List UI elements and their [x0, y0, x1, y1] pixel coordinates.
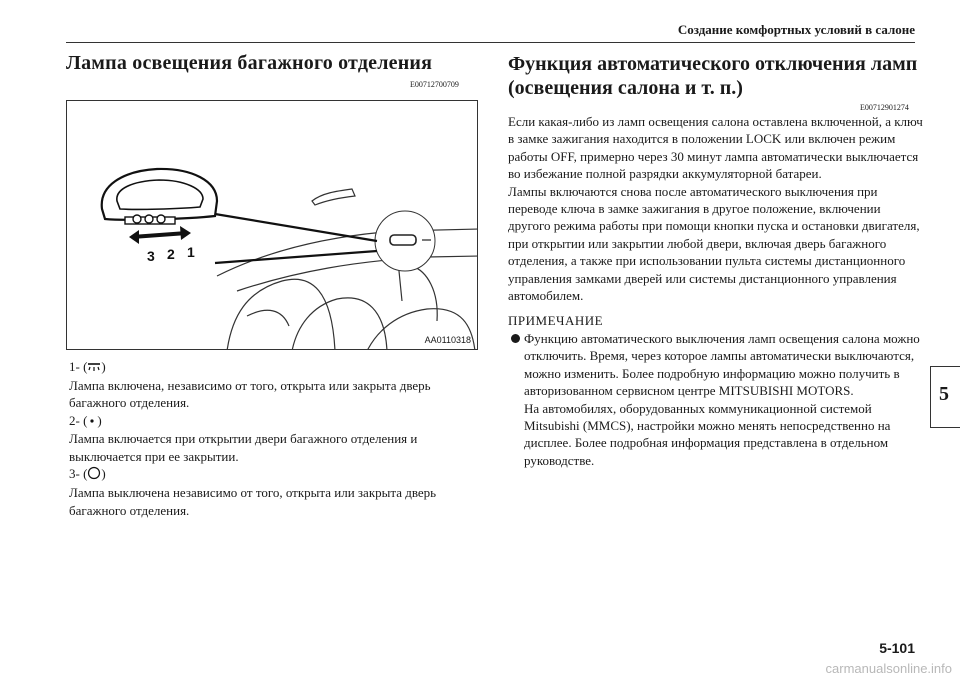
arrow-right-head [180, 226, 191, 240]
note-item [524, 330, 924, 469]
left-section-code: E00712700709 [410, 80, 459, 89]
right-section-body [508, 113, 926, 304]
legend-item-2-text: Лампа включается при открытии двери багажного отделения и выключается при ее закрытии. [69, 431, 418, 464]
switch-arrow-line [132, 233, 187, 237]
chapter-tab [930, 366, 960, 428]
chapter-number: 5 [939, 383, 949, 405]
right-section-title: Функция автоматического отключения ламп (освещения салона и т. п.) [508, 53, 918, 99]
legend-item-3-heading: 3- ( ) [69, 465, 479, 484]
trim-line [237, 256, 478, 291]
callout-2: 2 [167, 246, 175, 262]
left-section-title: Лампа освещения багажного отделения [66, 52, 433, 74]
header-section-title: Создание комфортных условий в салоне [677, 22, 915, 37]
trunk-lamp-illustration [67, 101, 478, 350]
right-section-code: E00712901274 [860, 103, 909, 112]
bullet-icon [511, 334, 520, 343]
arrow-left-head [129, 230, 139, 244]
page-number: 5-101 [879, 640, 915, 656]
legend-item-1-heading: 1- ( ) [69, 358, 479, 377]
dome-light [312, 189, 355, 205]
lamp-on-icon [87, 359, 101, 376]
legend-item-3-text: Лампа выключена независимо от того, открыта или закрыта дверь багажного отделения. [69, 485, 437, 518]
callout-3: 3 [147, 248, 155, 264]
note-paragraph-2: На автомобилях, оборудованных коммуникационной системой Mitsubishi (MMCS), настройки можно менять непосредственно на дисплее. Более подробная информация представлена в отдельном руководстве. [524, 400, 891, 468]
note-heading: ПРИМЕЧАНИЕ [508, 313, 604, 328]
callout-1: 1 [187, 244, 195, 260]
watermark: carmanualsonline.info [825, 661, 952, 676]
note-paragraph-1: Функцию автоматического выключения ламп освещения салона можно отключить. Время, через которое лампы автоматически выключаются, можно изменить. Более подробную информацию можно получить в авторизованном сервисном центре MITSUBISHI MOTORS. [524, 331, 920, 399]
body-paragraph-2: Лампы включаются снова после автоматического выключения при переводе ключа в замке зажигания в другое положение, включении другого режима работы при помощи кнопки пуска и остановки двигателя, при открытии или закрытии любой двери, включая дверь багажного отделения, а также при использовании пульта системы дистанционного управления замками дверей или системы дистанционного управления автомобилем. [508, 183, 920, 304]
circle-off-icon [87, 466, 101, 484]
legend-item-1-text: Лампа включена, независимо от того, открыта или закрыта дверь багажного отделения. [69, 377, 431, 411]
legend-item-2-heading: 2- ( ) [69, 412, 479, 431]
dot-icon [87, 413, 97, 430]
header-rule [66, 42, 915, 43]
trunk-lamp-figure [66, 100, 478, 350]
headrest-left [247, 310, 289, 326]
trunk-lamp-small [390, 235, 416, 245]
body-paragraph-1: Если какая-либо из ламп освещения салона оставлена включенной, а ключ в замке зажигания находится в положении LOCK или включен режим работы OFF, примерно через 30 минут лампа автоматически выключается во избежание полной разрядки аккумуляторной батареи. [508, 114, 923, 182]
switch-legend [69, 358, 479, 519]
figure-code: AA0110318 [424, 335, 471, 345]
